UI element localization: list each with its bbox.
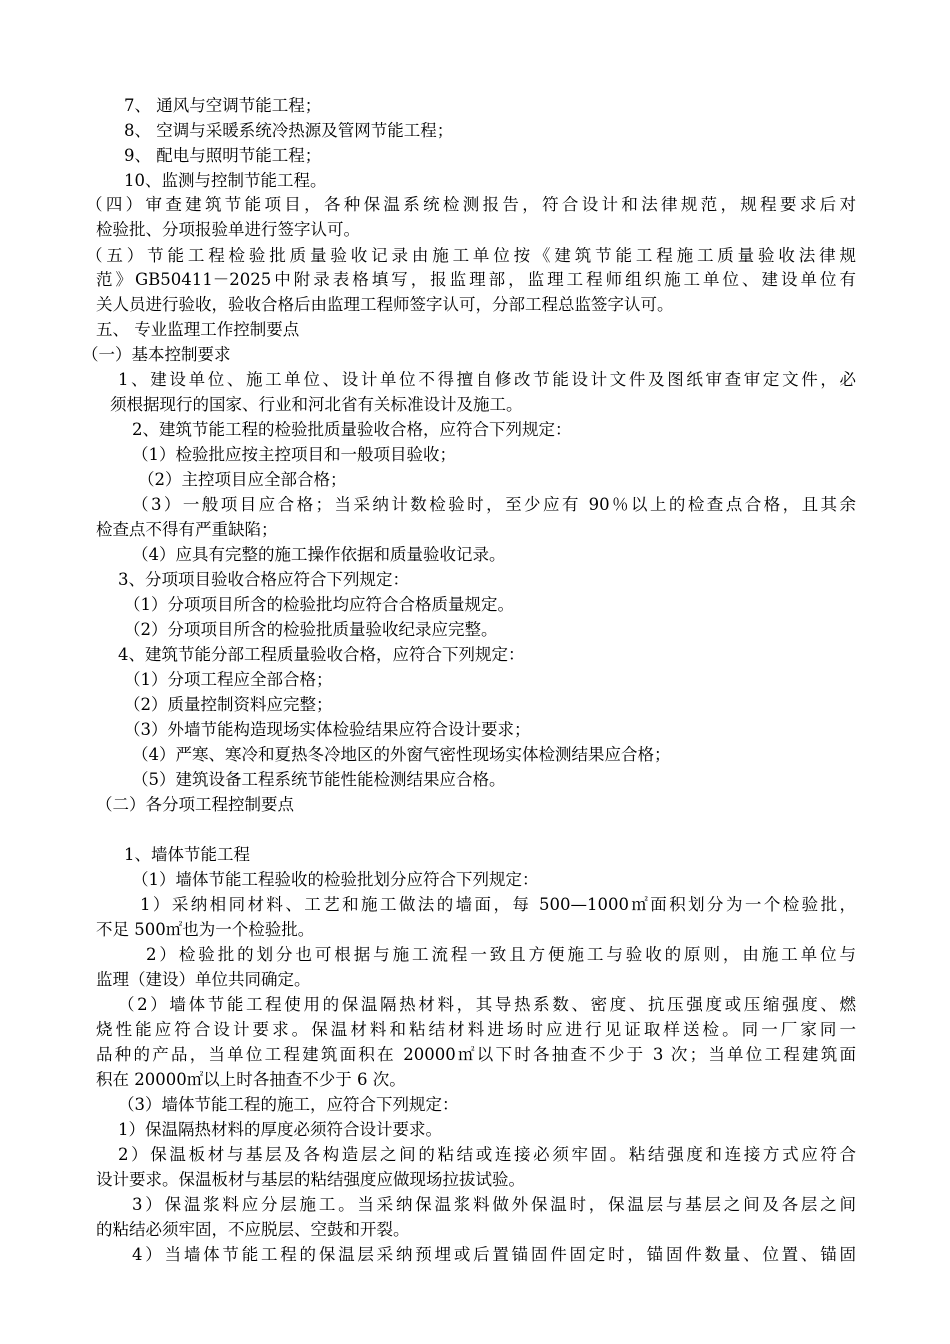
- text-line: 关人员进行验收，验收合格后由监理工程师签字认可，分部工程总监签字认可。: [96, 295, 674, 314]
- text-line: 积在 20000㎡以上时各抽查不少于 6 次。: [96, 1070, 406, 1089]
- section-heading: 五、 专业监理工作控制要点: [96, 320, 300, 339]
- subsection-heading: （二）各分项工程控制要点: [96, 795, 294, 814]
- text-line: （四）审查建筑节能项目，各种保温系统检测报告，符合设计和法律规范，规程要求后对: [86, 195, 856, 214]
- text-line: （5）建筑设备工程系统节能性能检测结果应合格。: [132, 770, 506, 789]
- text-line: 1、建设单位、施工单位、设计单位不得擅自修改节能设计文件及图纸审查审定文件，必: [118, 370, 856, 389]
- text-line: （3）一般项目应合格；当采纳计数检验时，至少应有 90％以上的检查点合格，且其余: [132, 495, 856, 514]
- text-line: 品种的产品，当单位工程建筑面积在 20000㎡以下时各抽查不少于 3 次；当单位工程建筑面: [96, 1045, 856, 1064]
- text-line: 3、分项项目验收合格应符合下列规定：: [118, 570, 409, 589]
- text-line: 设计要求。保温板材与基层的粘结强度应做现场拉拔试验。: [96, 1170, 525, 1189]
- text-line: 1、墙体节能工程: [124, 845, 250, 864]
- text-line: 监理（建设）单位共同确定。: [96, 970, 311, 989]
- text-line: （4）应具有完整的施工操作依据和质量验收记录。: [132, 545, 506, 564]
- text-line: 范》GB50411－2025中附录表格填写，报监理部，监理工程师组织施工单位、建设单位有: [96, 270, 856, 289]
- text-line: 2）检验批的划分也可根据与施工流程一致且方便施工与验收的原则，由施工单位与: [146, 945, 856, 964]
- text-line: （1）检验批应按主控项目和一般项目验收；: [132, 445, 456, 464]
- text-line: 9、 配电与照明节能工程；: [124, 146, 322, 165]
- text-line: （1）墙体节能工程验收的检验批划分应符合下列规定：: [132, 870, 539, 889]
- text-line: （1）分项项目所含的检验批均应符合合格质量规定。: [124, 595, 514, 614]
- text-line: 烧性能应符合设计要求。保温材料和粘结材料进场时应进行见证取样送检。同一厂家同一: [96, 1020, 856, 1039]
- text-line: （2）质量控制资料应完整；: [124, 695, 333, 714]
- text-line: 10、监测与控制节能工程。: [124, 171, 327, 190]
- text-line: 须根据现行的国家、行业和河北省有关标准设计及施工。: [110, 395, 523, 414]
- text-line: 3）保温浆料应分层施工。当采纳保温浆料做外保温时，保温层与基层之间及各层之间: [132, 1195, 856, 1214]
- text-line: 1）保温隔热材料的厚度必须符合设计要求。: [118, 1120, 442, 1139]
- text-line: （3）外墙节能构造现场实体检验结果应符合设计要求；: [124, 720, 531, 739]
- text-line: 4、建筑节能分部工程质量验收合格，应符合下列规定：: [118, 645, 525, 664]
- text-line: 4）当墙体节能工程的保温层采纳预埋或后置锚固件固定时，锚固件数量、位置、锚固: [132, 1245, 856, 1264]
- text-line: （3）墙体节能工程的施工，应符合下列规定：: [118, 1095, 459, 1114]
- text-line: 不足 500㎡也为一个检验批。: [96, 920, 315, 939]
- text-line: 的粘结必须牢固，不应脱层、空鼓和开裂。: [96, 1220, 410, 1239]
- subsection-heading: （一）基本控制要求: [82, 345, 231, 364]
- text-line: 2）保温板材与基层及各构造层之间的粘结或连接必须牢固。粘结强度和连接方式应符合: [118, 1145, 856, 1164]
- text-line: 检查点不得有严重缺陷；: [96, 520, 278, 539]
- text-line: （五）节能工程检验批质量验收记录由施工单位按《建筑节能工程施工质量验收法律规: [86, 246, 856, 265]
- text-line: （2）主控项目应全部合格；: [138, 470, 347, 489]
- text-line: （1）分项工程应全部合格；: [124, 670, 333, 689]
- text-line: 检验批、分项报验单进行签字认可。: [96, 220, 360, 239]
- text-line: 2、建筑节能工程的检验批质量验收合格，应符合下列规定：: [132, 420, 572, 439]
- text-line: 8、 空调与采暖系统冷热源及管网节能工程；: [124, 121, 454, 140]
- text-line: （4）严寒、寒冷和夏热冬冷地区的外窗气密性现场实体检测结果应合格；: [132, 745, 671, 764]
- text-line: 7、 通风与空调节能工程；: [124, 96, 322, 115]
- text-line: （2）分项项目所含的检验批质量验收纪录应完整。: [124, 620, 498, 639]
- text-line: （2）墙体节能工程使用的保温隔热材料，其导热系数、密度、抗压强度或压缩强度、燃: [118, 995, 856, 1014]
- text-line: 1）采纳相同材料、工艺和施工做法的墙面，每 500—1000㎡面积划分为一个检验批，: [140, 895, 856, 914]
